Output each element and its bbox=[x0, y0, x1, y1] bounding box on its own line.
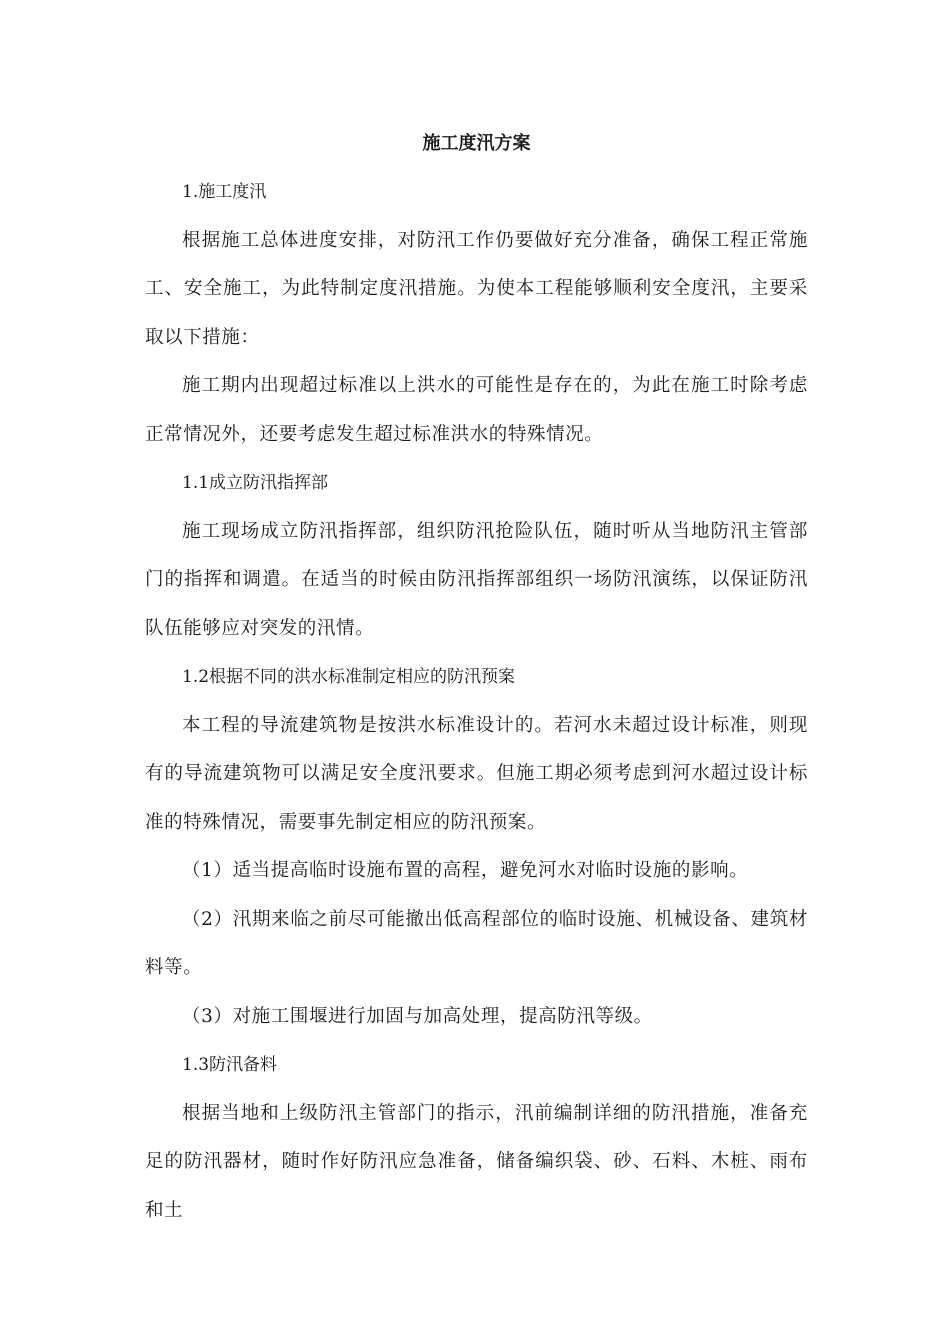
paragraph: 根据施工总体进度安排，对防汛工作仍要做好充分准备，确保工程正常施工、安全施工，为此特制定度汛措施。为使本工程能够顺利安全度汛，主要采取以下措施： bbox=[145, 229, 808, 348]
list-item: （2）汛期来临之前尽可能撤出低高程部位的临时设施、机械设备、建筑材料等。 bbox=[145, 908, 808, 978]
section-heading-1-2: 1.2根据不同的洪水标准制定相应的防汛预案 bbox=[182, 667, 516, 687]
document-page bbox=[145, 120, 808, 1235]
section-heading-1-1: 1.1成立防汛指挥部 bbox=[182, 473, 329, 493]
section-heading-1: 1.施工度汛 bbox=[182, 182, 267, 202]
section-heading-1-3: 1.3防汛备料 bbox=[182, 1055, 278, 1075]
list-item: （1）适当提高临时设施布置的高程，避免河水对临时设施的影响。 bbox=[182, 860, 749, 881]
paragraph: 本工程的导流建筑物是按洪水标准设计的。若河水未超过设计标准，则现有的导流建筑物可以满足安全度汛要求。但施工期必须考虑到河水超过设计标准的特殊情况，需要事先制定相应的防汛预案。 bbox=[145, 714, 808, 833]
paragraph: 施工现场成立防汛指挥部，组织防汛抢险队伍，随时听从当地防汛主管部门的指挥和调遣。在适当的时候由防汛指挥部组织一场防汛演练，以保证防汛队伍能够应对突发的汛情。 bbox=[145, 520, 808, 639]
paragraph: 根据当地和上级防汛主管部门的指示，汛前编制详细的防汛措施，准备充足的防汛器材，随时作好防汛应急准备，储备编织袋、砂、石料、木桩、雨布和土 bbox=[145, 1102, 808, 1221]
list-item: （3）对施工围堰进行加固与加高处理，提高防汛等级。 bbox=[182, 1005, 653, 1027]
paragraph: 施工期内出现超过标准以上洪水的可能性是存在的，为此在施工时除考虑正常情况外，还要考虑发生超过标准洪水的特殊情况。 bbox=[145, 375, 808, 445]
document-title: 施工度汛方案 bbox=[422, 133, 531, 154]
